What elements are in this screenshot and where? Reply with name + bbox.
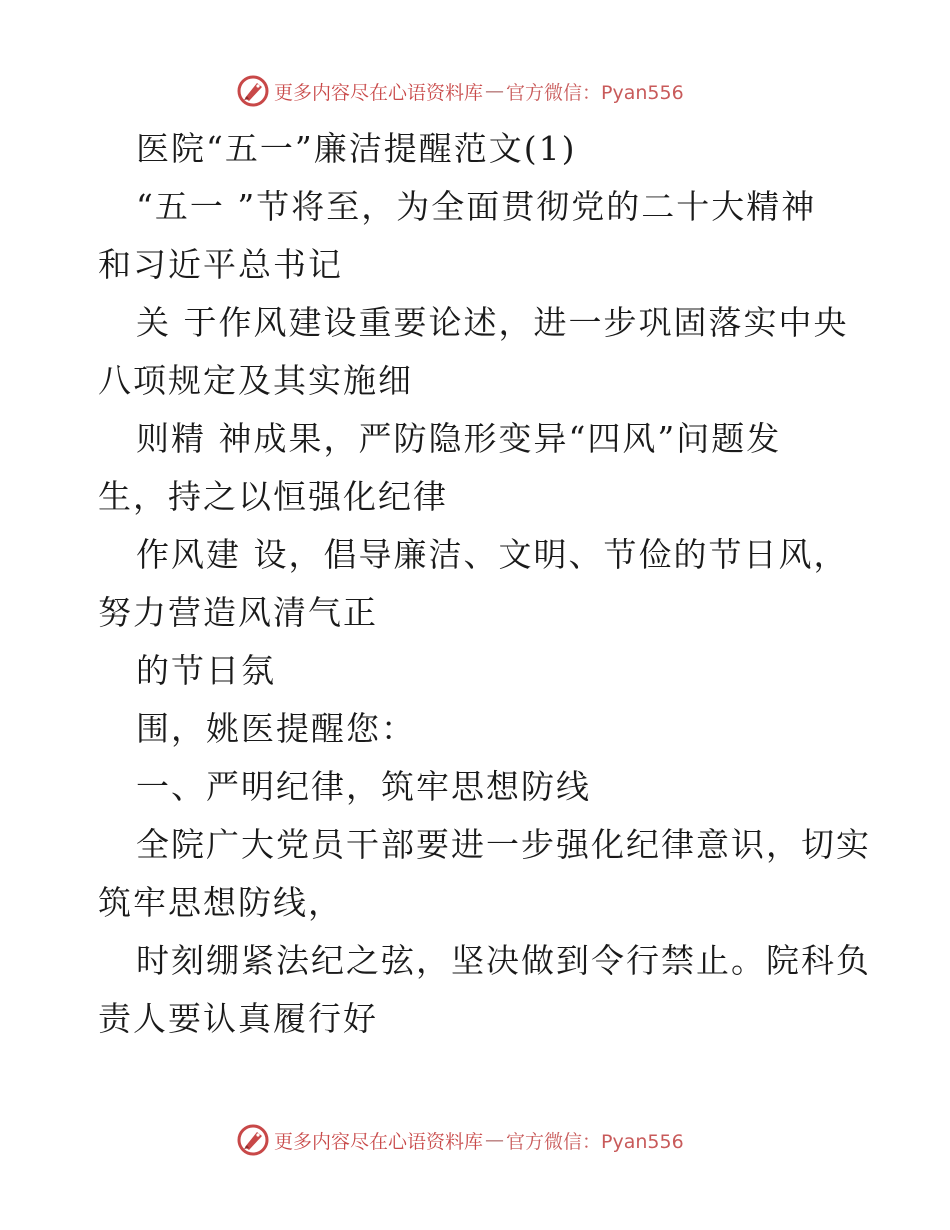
paragraph-line: 筑牢思想防线， xyxy=(98,883,343,922)
paragraph-line: 时刻绷紧法纪之弦，坚决做到令行禁止。院科负 xyxy=(136,941,871,980)
paragraph-line: 的节日氛 xyxy=(136,651,276,690)
paragraph-line: 则精 神成果，严防隐形变异“四风”问题发 xyxy=(136,419,782,458)
paragraph-line: 生，持之以恒强化纪律 xyxy=(98,477,448,516)
paragraph-line: 八项规定及其实施细 xyxy=(98,361,413,400)
document-body xyxy=(98,120,871,1048)
pen-nib-logo-icon xyxy=(236,1123,270,1157)
paragraph-line: 和习近平总书记 xyxy=(98,245,343,284)
header-watermark xyxy=(236,73,684,109)
watermark-contact: 官方微信：Pyan556 xyxy=(506,1130,684,1153)
footer-watermark xyxy=(236,1122,684,1158)
paragraph-line: 围，姚医提醒您： xyxy=(136,709,416,748)
watermark-dash: — xyxy=(485,1129,505,1151)
paragraph-line: “五一 ”节将至，为全面贯彻党的二十大精神 xyxy=(136,187,817,226)
paragraph-line: 责人要认真履行好 xyxy=(98,999,378,1038)
section-heading: 一、严明纪律，筑牢思想防线 xyxy=(136,767,591,806)
paragraph-line: 全院广大党员干部要进一步强化纪律意识，切实 xyxy=(136,825,871,864)
paragraph-line: 关 于作风建设重要论述，进一步巩固落实中央 xyxy=(136,303,849,342)
pen-nib-logo-icon xyxy=(236,74,270,108)
watermark-contact: 官方微信：Pyan556 xyxy=(506,81,684,104)
watermark-title: 更多内容尽在心语资料库 xyxy=(274,1130,484,1153)
paragraph-line: 努力营造风清气正 xyxy=(98,593,378,632)
paragraph-line: 作风建 设，倡导廉洁、文明、节俭的节日风， xyxy=(136,535,849,574)
watermark-dash: — xyxy=(485,80,505,102)
watermark-title: 更多内容尽在心语资料库 xyxy=(274,81,484,104)
document-title: 医院“五一”廉洁提醒范文(1) xyxy=(136,129,577,168)
